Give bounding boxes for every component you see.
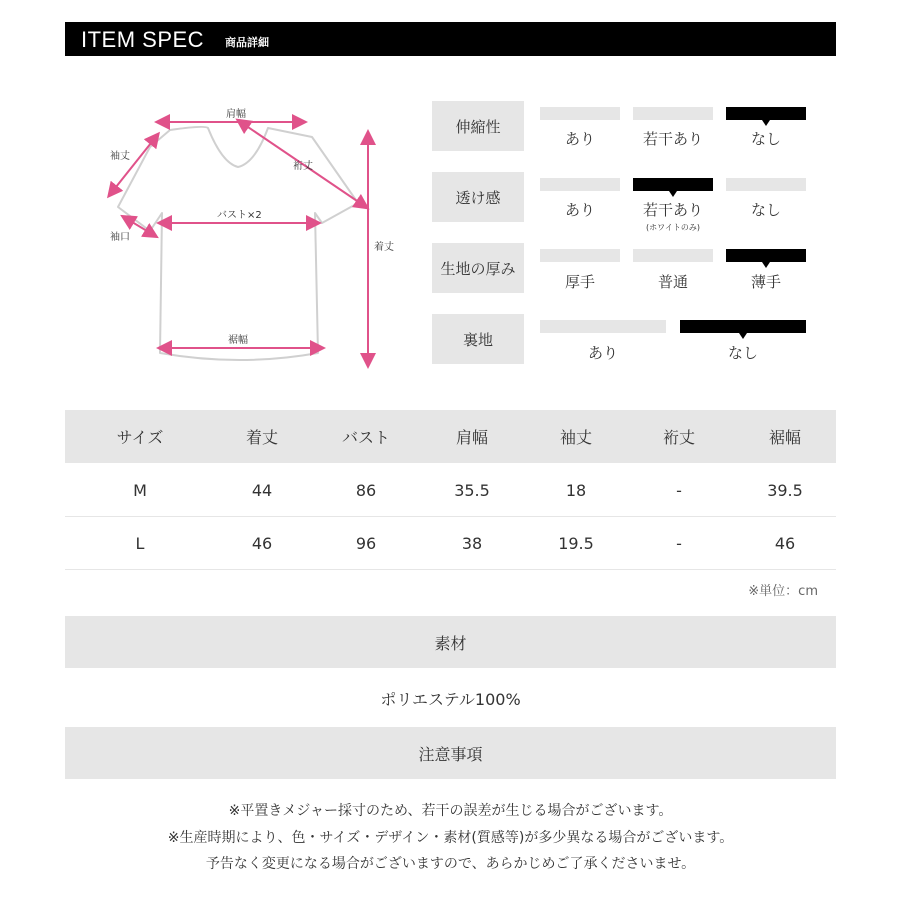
table-cell: L xyxy=(135,534,145,553)
thickness-label: 生地の厚み xyxy=(432,243,524,293)
lining-option-label: あり xyxy=(587,344,618,362)
table-cell: 39.5 xyxy=(767,481,803,500)
thickness-option-label: 薄手 xyxy=(750,273,781,291)
bust-label: バスト×2 xyxy=(217,210,262,221)
table-cell: 86 xyxy=(355,481,377,500)
cuff-label: 袖口 xyxy=(110,232,130,243)
lining-option-bar-selected xyxy=(680,320,806,333)
sheerness-option-label: なし xyxy=(750,201,781,219)
table-row xyxy=(65,464,836,517)
cuff-arrow xyxy=(127,219,152,234)
stretch-option-bar xyxy=(540,107,620,120)
header-cell: バスト xyxy=(341,428,390,447)
stretch-option-bar xyxy=(633,107,713,120)
length-label: 着丈 xyxy=(374,242,394,253)
unit-note: ※単位：cm xyxy=(748,584,818,599)
table-cell: M xyxy=(133,481,147,500)
caution-line: 予告なく変更になる場合がございますので、あらかじめご了承くださいませ。 xyxy=(205,856,696,872)
garment-measurement-diagram xyxy=(100,95,420,375)
hem-label: 裾幅 xyxy=(228,335,248,346)
header-cell: 裄丈 xyxy=(662,428,695,447)
sheerness-option-bar xyxy=(540,178,620,191)
header-cell: 裾幅 xyxy=(768,428,801,447)
thickness-option-bar-selected xyxy=(726,249,806,262)
shoulder-label: 肩幅 xyxy=(226,109,246,120)
lining-label: 裏地 xyxy=(432,314,524,364)
sheerness-label: 透け感 xyxy=(432,172,524,222)
sheerness-option-label: 若干あり xyxy=(642,201,703,219)
stretch-label: 伸縮性 xyxy=(432,101,524,151)
table-cell: 96 xyxy=(355,534,377,553)
thickness-option-bar xyxy=(633,249,713,262)
sheerness-option-bar-selected xyxy=(633,178,713,191)
header-subtitle: 商品詳細 xyxy=(225,36,269,49)
table-cell: 19.5 xyxy=(558,534,594,553)
lining-option-label: なし xyxy=(727,344,758,362)
table-cell: 46 xyxy=(774,534,796,553)
caution-line: ※平置きメジャー採寸のため、若干の誤差が生じる場合がございます。 xyxy=(228,803,673,819)
item-spec-header xyxy=(65,22,836,56)
caution-line: ※生産時期により、色・サイズ・デザイン・素材(質感等)が多少異なる場合がございます。 xyxy=(167,830,734,846)
thickness-option-bar xyxy=(540,249,620,262)
table-cell: 46 xyxy=(251,534,273,553)
sheerness-note: (ホワイトのみ) xyxy=(645,223,700,232)
table-cell: - xyxy=(676,481,682,500)
table-cell: 18 xyxy=(565,481,587,500)
stretch-option-label: 若干あり xyxy=(642,130,703,148)
tshirt-outline-icon xyxy=(100,95,420,375)
stretch-option-bar-selected xyxy=(726,107,806,120)
size-table-header-row xyxy=(65,410,836,463)
sleeve-label: 袖丈 xyxy=(110,151,130,162)
thickness-option-label: 普通 xyxy=(657,273,688,291)
stretch-option-label: なし xyxy=(750,130,781,148)
caution-title: 注意事項 xyxy=(65,727,836,779)
thickness-option-label: 厚手 xyxy=(564,273,595,291)
header-title: ITEM SPEC xyxy=(81,27,205,52)
header-cell: サイズ xyxy=(116,428,164,447)
table-cell: 44 xyxy=(251,481,273,500)
table-row xyxy=(65,517,836,570)
yuki-label: 裄丈 xyxy=(293,161,313,172)
sheerness-option-bar xyxy=(726,178,806,191)
material-title: 素材 xyxy=(65,616,836,668)
lining-option-bar xyxy=(540,320,666,333)
sheerness-option-label: あり xyxy=(564,201,595,219)
table-cell: 38 xyxy=(461,534,483,553)
header-cell: 着丈 xyxy=(245,428,278,447)
table-cell: - xyxy=(676,534,682,553)
header-cell: 肩幅 xyxy=(455,428,488,447)
header-cell: 袖丈 xyxy=(559,428,592,447)
table-cell: 35.5 xyxy=(454,481,490,500)
stretch-option-label: あり xyxy=(564,130,595,148)
material-value: ポリエステル100% xyxy=(380,690,521,709)
